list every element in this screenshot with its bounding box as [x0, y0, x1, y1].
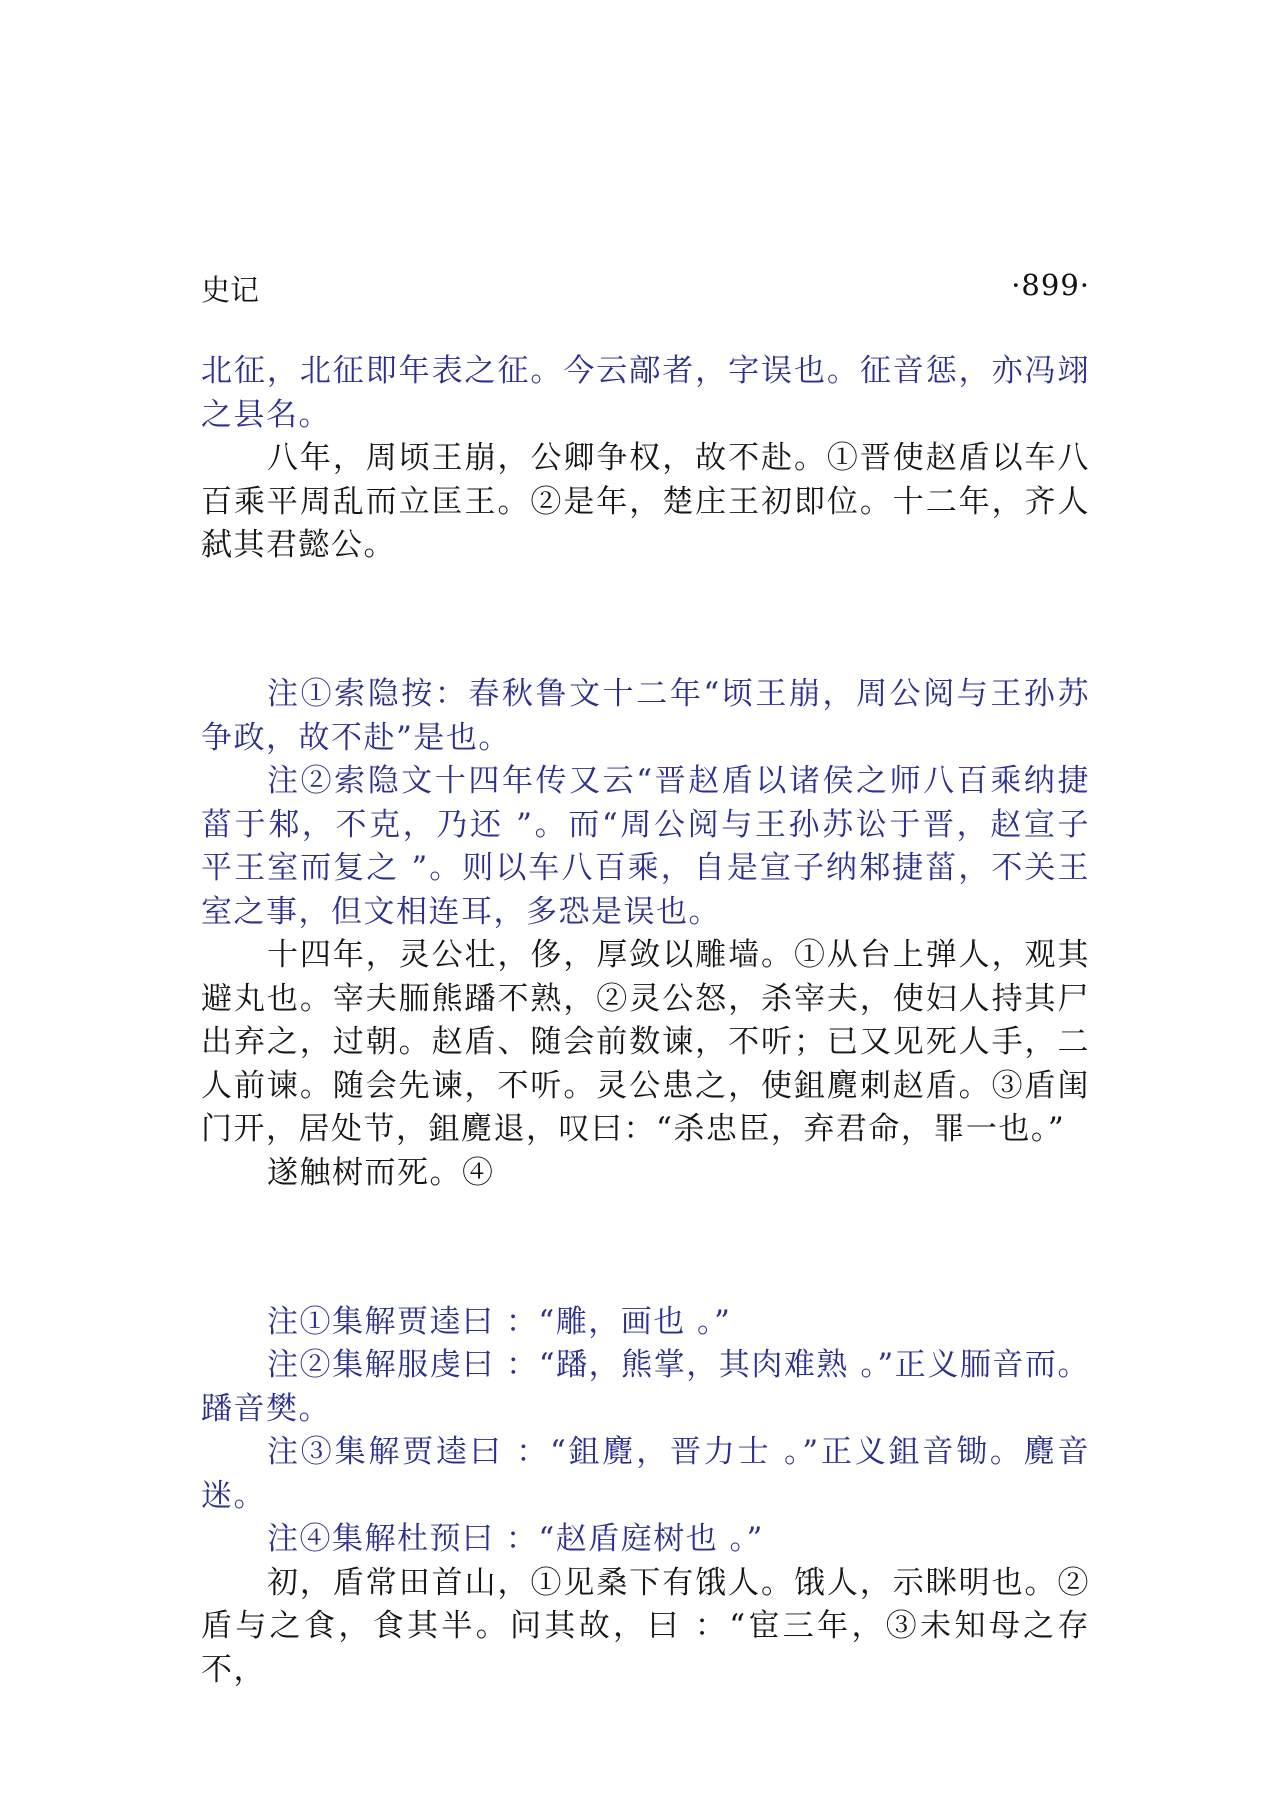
annotation-paragraph: 注③集解贾逵曰 ：“鉏麑，晋力士 。”正义鉏音锄。麑音迷。	[201, 1434, 1090, 1514]
paragraph-gap	[201, 599, 1090, 643]
main-paragraph: 十四年，灵公壮，侈，厚敛以雕墙。①从台上弹人，观其避丸也。宰夫胹熊蹯不熟，②灵公怒，杀宰夫，使妇人持其尸出弃之，过朝。赵盾、随会前数谏，不听；已又见死人手，二人前谏。随会先谏，不听。灵公患之，使鉏麑刺赵盾。③盾闺门开，居处节，鉏麑退，叹曰：“杀忠臣，弃君命，罪一也。”	[201, 937, 1090, 1147]
book-title: 史记	[201, 273, 260, 307]
annotation-paragraph: 注①集解贾逵曰 ：“雕，画也 。”	[267, 1303, 732, 1340]
annotation-paragraph: 注①索隐按：春秋鲁文十二年“顷王崩，周公阅与王孙苏争政，故不赴”是也。	[201, 676, 1090, 756]
main-paragraph: 初，盾常田首山，①见桑下有饿人。饿人，示眯明也。②盾与之食，食其半。问其故，曰 ：“宦三年，③未知母之存不，	[201, 1564, 1090, 1688]
page-number: ·899·	[1011, 268, 1090, 302]
paragraph-gap	[201, 1226, 1090, 1270]
page-header	[201, 268, 1090, 308]
main-paragraph: 遂触树而死。④	[267, 1154, 495, 1191]
annotation-paragraph: 北征，北征即年表之征。今云鄗者，字误也。征音惩，亦冯翊之县名。	[201, 353, 1090, 433]
annotation-paragraph: 注②集解服虔曰 ：“蹯，熊掌，其肉难熟 。”正义胹音而。蹯音樊。	[201, 1347, 1090, 1427]
page-body	[201, 350, 1090, 1692]
main-paragraph: 八年，周顷王崩，公卿争权，故不赴。①晋使赵盾以车八百乘平周乱而立匡王。②是年，楚庄王初即位。十二年，齐人弑其君懿公。	[201, 440, 1090, 563]
annotation-paragraph: 注④集解杜预曰 ：“赵盾庭树也 。”	[267, 1521, 764, 1557]
annotation-paragraph: 注②索隐文十四年传又云“晋赵盾以诸侯之师八百乘纳捷菑于邾，不克，乃还 ”。而“周公阅与王孙苏讼于晋，赵宣子平王室而复之 ”。则以车八百乘，自是宣子纳邾捷菑，不关王室之事，但文相连耳，多恐是误也。	[201, 763, 1090, 930]
